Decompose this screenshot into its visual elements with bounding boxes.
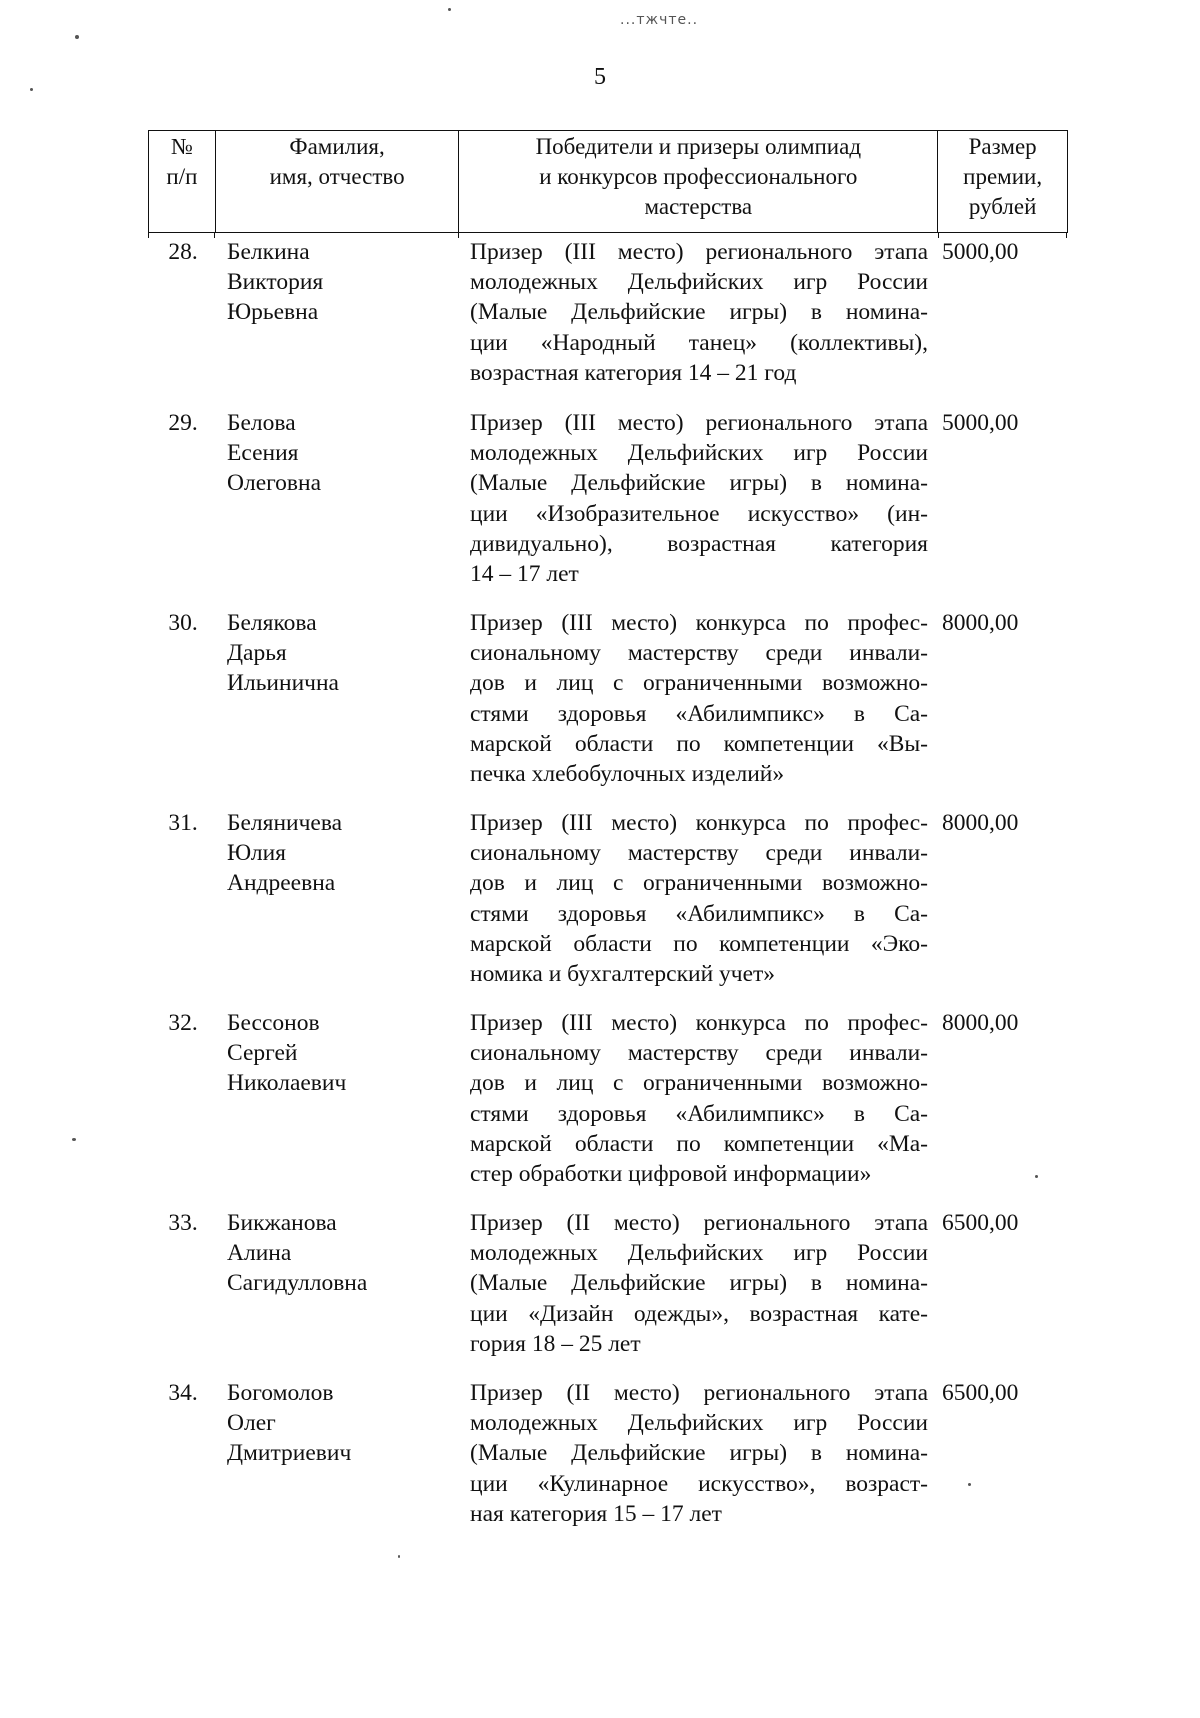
header-prize-line: рублей bbox=[968, 194, 1037, 219]
header-number-line: п/п bbox=[166, 164, 198, 189]
header-name-line: имя, отчество bbox=[269, 164, 405, 189]
person-name bbox=[214, 1378, 458, 1538]
patronymic: Николаевич bbox=[227, 1070, 347, 1097]
person-name bbox=[214, 808, 458, 1008]
patronymic: Олеговна bbox=[227, 470, 322, 497]
row-number: 32. bbox=[168, 1010, 198, 1036]
prize-amount: 6500,00 bbox=[942, 1380, 1019, 1406]
patronymic: Дмитриевич bbox=[227, 1440, 352, 1467]
first-name: Алина bbox=[227, 1240, 292, 1267]
description-line: дов и лиц с ограниченными возможно- bbox=[470, 870, 928, 897]
patronymic: Андреевна bbox=[227, 870, 336, 897]
description-line: молодежных Дельфийских игр России bbox=[470, 440, 928, 467]
award-description bbox=[458, 237, 928, 408]
first-name: Виктория bbox=[227, 269, 324, 296]
description-line: (Малые Дельфийские игры) в номина- bbox=[470, 1440, 928, 1467]
scan-speck bbox=[75, 35, 79, 39]
prize-amount: 8000,00 bbox=[942, 610, 1019, 636]
first-name: Сергей bbox=[227, 1040, 298, 1067]
header-description bbox=[458, 131, 937, 232]
description-line: сиональному мастерству среди инвали- bbox=[470, 640, 928, 667]
person-name bbox=[214, 237, 458, 408]
award-description bbox=[458, 1008, 928, 1208]
scan-speck bbox=[398, 1555, 400, 1558]
description-line: стями здоровья «Абилимпикс» в Са- bbox=[470, 700, 928, 727]
description-line: Призер (II место) регионального этапа bbox=[470, 1380, 928, 1406]
header-description-line: Победители и призеры олимпиад bbox=[535, 134, 862, 159]
description-line: стями здоровья «Абилимпикс» в Са- bbox=[470, 900, 928, 927]
scan-speck bbox=[30, 88, 33, 91]
description-line: ции «Изобразительное искусство» (ин- bbox=[470, 500, 928, 527]
header-description-line: мастерства bbox=[644, 194, 753, 219]
award-description bbox=[458, 1378, 928, 1538]
description-line: сиональному мастерству среди инвали- bbox=[470, 840, 928, 867]
description-line: Призер (III место) конкурса по профес- bbox=[470, 810, 928, 836]
patronymic: Сагидулловна bbox=[227, 1270, 368, 1297]
prize-amount: 6500,00 bbox=[942, 1210, 1019, 1236]
award-description bbox=[458, 408, 928, 608]
scan-speck bbox=[1035, 1175, 1038, 1178]
description-line: ции «Кулинарное искусство», возраст- bbox=[470, 1470, 928, 1497]
page-number: 5 bbox=[594, 64, 606, 90]
header-description-line: и конкурсов профессионального bbox=[539, 164, 858, 189]
person-name bbox=[214, 1008, 458, 1208]
description-line: молодежных Дельфийских игр России bbox=[470, 269, 928, 296]
description-line: стер обработки цифровой информации» bbox=[470, 1161, 872, 1188]
surname: Белкина bbox=[227, 239, 310, 265]
award-description bbox=[458, 608, 928, 808]
table-row bbox=[148, 1378, 1068, 1538]
row-number: 30. bbox=[168, 610, 198, 636]
description-line: 14 – 17 лет bbox=[470, 561, 579, 588]
surname: Бикжанова bbox=[227, 1210, 337, 1236]
header-prize bbox=[937, 131, 1067, 232]
description-line: стями здоровья «Абилимпикс» в Са- bbox=[470, 1100, 928, 1127]
award-description bbox=[458, 808, 928, 1008]
header-prize-line: Размер bbox=[968, 134, 1037, 159]
description-line: Призер (III место) регионального этапа bbox=[470, 239, 928, 265]
prize-amount: 8000,00 bbox=[942, 1010, 1019, 1036]
table-row bbox=[148, 808, 1068, 1008]
award-description bbox=[458, 1208, 928, 1378]
description-line: ная категория 15 – 17 лет bbox=[470, 1500, 722, 1527]
description-line: марской области по компетенции «Вы- bbox=[470, 730, 928, 757]
table-row bbox=[148, 237, 1068, 408]
description-line: марской области по компетенции «Ма- bbox=[470, 1130, 928, 1157]
header-number bbox=[149, 131, 215, 232]
description-line: ции «Народный танец» (коллективы), bbox=[470, 329, 928, 356]
row-number: 31. bbox=[168, 810, 198, 836]
description-line: дивидуально), возрастная категория bbox=[470, 530, 928, 557]
row-number: 29. bbox=[168, 410, 198, 436]
description-line: (Малые Дельфийские игры) в номина- bbox=[470, 299, 928, 326]
first-name: Юлия bbox=[227, 840, 286, 867]
surname: Бессонов bbox=[227, 1010, 320, 1036]
table-row bbox=[148, 1008, 1068, 1208]
scan-speck bbox=[448, 8, 451, 11]
surname: Белова bbox=[227, 410, 296, 436]
description-line: дов и лиц с ограниченными возможно- bbox=[470, 670, 928, 697]
description-line: гория 18 – 25 лет bbox=[470, 1330, 641, 1357]
description-line: молодежных Дельфийских игр России bbox=[470, 1410, 928, 1437]
scan-speck bbox=[968, 1483, 971, 1486]
table-row bbox=[148, 608, 1068, 808]
surname: Белякова bbox=[227, 610, 317, 636]
prize-amount: 5000,00 bbox=[942, 239, 1019, 265]
description-line: Призер (III место) конкурса по профес- bbox=[470, 1010, 928, 1036]
description-line: Призер (III место) регионального этапа bbox=[470, 410, 928, 436]
table-body bbox=[148, 237, 1068, 1538]
header-number-line: № bbox=[170, 134, 193, 159]
description-line: возрастная категория 14 – 21 год bbox=[470, 359, 797, 386]
first-name: Дарья bbox=[227, 640, 287, 667]
person-name bbox=[214, 608, 458, 808]
description-line: Призер (III место) конкурса по профес- bbox=[470, 610, 928, 636]
description-line: печка хлебобулочных изделий» bbox=[470, 761, 785, 788]
description-line: (Малые Дельфийские игры) в номина- bbox=[470, 1270, 928, 1297]
description-line: марской области по компетенции «Эко- bbox=[470, 930, 928, 957]
description-line: ции «Дизайн одежды», возрастная кате- bbox=[470, 1300, 928, 1327]
description-line: дов и лиц с ограниченными возможно- bbox=[470, 1070, 928, 1097]
table-row bbox=[148, 408, 1068, 608]
header-name bbox=[215, 131, 458, 232]
surname: Богомолов bbox=[227, 1380, 334, 1406]
first-name: Есения bbox=[227, 440, 299, 467]
row-number: 33. bbox=[168, 1210, 198, 1236]
description-line: номика и бухгалтерский учет» bbox=[470, 961, 776, 988]
patronymic: Ильинична bbox=[227, 670, 339, 697]
header-name-line: Фамилия, bbox=[289, 134, 385, 159]
description-line: (Малые Дельфийские игры) в номина- bbox=[470, 470, 928, 497]
description-line: сиональному мастерству среди инвали- bbox=[470, 1040, 928, 1067]
prize-amount: 5000,00 bbox=[942, 410, 1019, 436]
header-prize-line: премии, bbox=[963, 164, 1043, 189]
row-number: 34. bbox=[168, 1380, 198, 1406]
table-row bbox=[148, 1208, 1068, 1378]
scan-speck bbox=[72, 1138, 76, 1141]
row-number: 28. bbox=[168, 239, 198, 265]
patronymic: Юрьевна bbox=[227, 299, 319, 326]
first-name: Олег bbox=[227, 1410, 276, 1437]
person-name bbox=[214, 408, 458, 608]
surname: Беляничева bbox=[227, 810, 343, 836]
table-header bbox=[148, 130, 1068, 233]
person-name bbox=[214, 1208, 458, 1378]
description-line: Призер (II место) регионального этапа bbox=[470, 1210, 928, 1236]
description-line: молодежных Дельфийских игр России bbox=[470, 1240, 928, 1267]
prize-amount: 8000,00 bbox=[942, 810, 1019, 836]
scan-artifact: ...тжчте.. bbox=[620, 12, 699, 28]
